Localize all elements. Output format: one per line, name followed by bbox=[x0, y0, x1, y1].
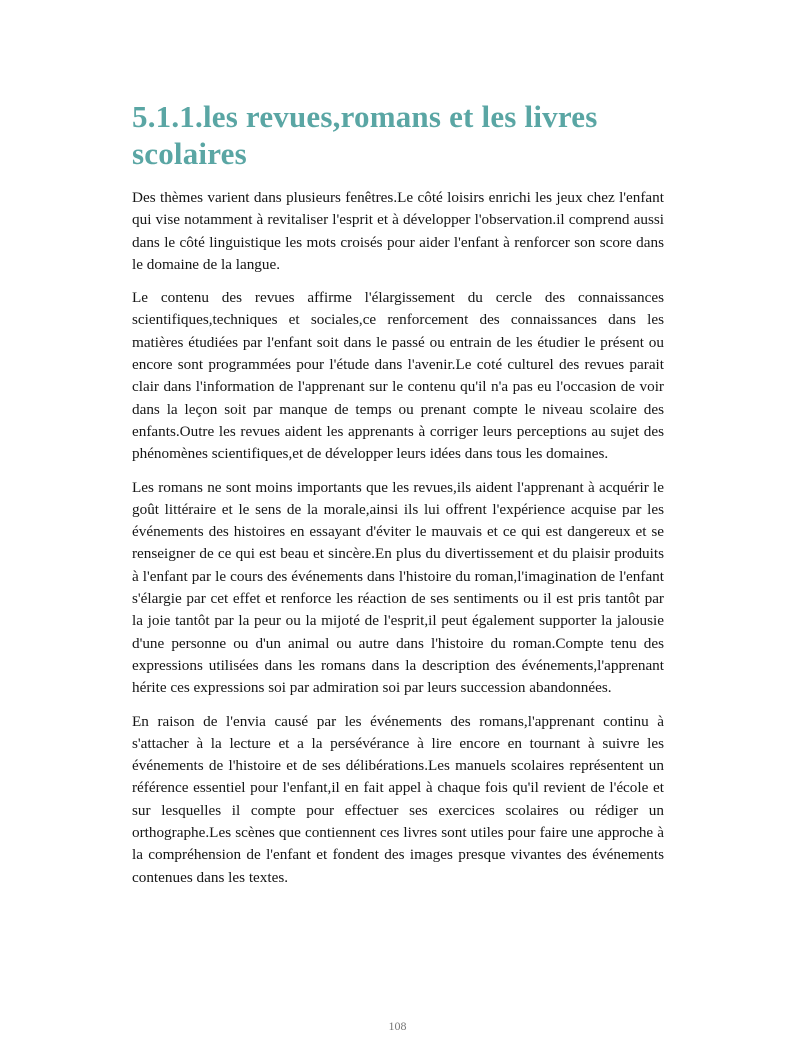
paragraph-novels: Les romans ne sont moins importants que les revues,ils aident l'apprenant à acquérir le goût littéraire et le sens de la morale,ainsi ils lui offrent l'expérience acquise par les événements des histoires en essayant d'éviter le mauvais et ce qui est dangereux et se renseigner de ce qui est beau et sincère.En plus du divertissement et du plaisir produits à l'enfant par le cours des événements dans l'histoire du roman,l'imagination de l'enfant s'élargie par cet effet et renforce les réaction de ses sentiments ou il est pris tantôt par la joie tantôt par la peur ou la mijoté de l'esprit,il peut également supporter la jalousie d'une personne ou d'un animal ou autre dans l'histoire du roman.Compte tenu des expressions utilisées dans les romans dans la description des événements,l'apprenant hérite ces expressions soi par admiration soi par leurs succession abandonnées. bbox=[132, 478, 664, 697]
body-text bbox=[132, 187, 664, 900]
paragraph-textbooks: En raison de l'envia causé par les événements des romans,l'apprenant continu à s'attacher à la lecture et a la persévérance à lire encore en tournant à suivre les événements de l'histoire et de ses délibérations.Les manuels scolaires représentent un référence essentiel pour l'enfant,il en fait appel à chaque fois qu'il revient de l'école et sur lesquelles il compte pour effectuer ses exercices scolaires ou rédiger un orthographe.Les scènes que contiennent ces livres sont utiles pour faire une approche à la compréhension de l'enfant et fondent des images presque vivantes des événements contenues dans les textes. bbox=[132, 712, 664, 886]
paragraph-leisure: Des thèmes varient dans plusieurs fenêtres.Le côté loisirs enrichi les jeux chez l'enfant qui vise notamment à revitaliser l'esprit et à développer l'observation.il comprend aussi dans le côté linguistique les mots croisés pour aider l'enfant à renforcer son score dans le domaine de la langue. bbox=[132, 189, 664, 273]
section-heading: 5.1.1.les revues,romans et les livres scolaires bbox=[132, 99, 598, 171]
page-number: 108 bbox=[388, 1019, 407, 1033]
paragraph-magazines: Le contenu des revues affirme l'élargissement du cercle des connaissances scientifiques,techniques et sociales,ce renforcement des connaissances dans les matières étudiées par l'enfant soit dans le passé ou entrain de les étudier le présent ou encore sont programmées pour l'étude dans l'avenir.Le coté culturel des revues parait clair dans l'information de l'apprenant sur le contenu qu'il n'a pas eu l'occasion de voir dans la leçon soit par manque de temps ou prenant compte le niveau scolaire des enfants.Outre les revues aident les apprenants à corriger leurs perceptions au sujet des phénomènes scientifiques,et de développer leurs idées dans tous les domaines. bbox=[132, 289, 664, 463]
